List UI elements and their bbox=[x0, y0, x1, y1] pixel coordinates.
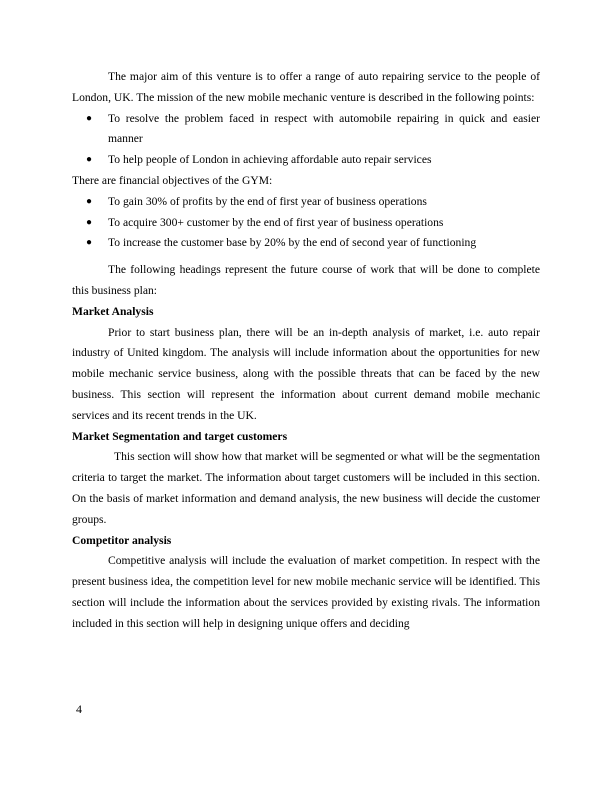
page-number: 4 bbox=[76, 702, 82, 716]
headings-intro: The following headings represent the future course of work that will be done to complete this business plan: bbox=[72, 263, 540, 297]
section-heading-market-analysis: Market Analysis bbox=[72, 304, 154, 318]
list-item: ● To acquire 300+ customer by the end of first year of business operations bbox=[72, 213, 540, 234]
section-heading-competitor-analysis: Competitor analysis bbox=[72, 533, 172, 547]
document-page bbox=[72, 67, 540, 635]
bullet-icon: ● bbox=[86, 112, 93, 124]
bullet-icon: ● bbox=[86, 195, 93, 207]
list-item: ● To resolve the problem faced in respect with automobile repairing in quick and easier manner bbox=[72, 109, 540, 151]
list-item: ● To increase the customer base by 20% by the end of second year of functioning bbox=[72, 233, 540, 254]
list-item: ● To gain 30% of profits by the end of first year of business operations bbox=[72, 192, 540, 213]
section-heading-market-segmentation: Market Segmentation and target customers bbox=[72, 429, 288, 443]
bullet-icon: ● bbox=[86, 237, 93, 249]
section-body-market-analysis: Prior to start business plan, there will be an in-depth analysis of market, i.e. auto repair industry of United kingdom. The analysis will include information about the opportunities for new mobile mechanic service business, along with the possible threats that can be faced by the new business. This section will represent the information about current demand mobile mechanic services and its recent trends in the UK. bbox=[72, 325, 540, 422]
section-body-market-segmentation: This section will show how that market will be segmented or what will be the segmentation criteria to target the market. The information about target customers will be included in this section. On the basis of market information and demand analysis, the new business will decide the customer groups. bbox=[72, 450, 540, 526]
list-item: ● To help people of London in achieving affordable auto repair services bbox=[72, 150, 540, 171]
objectives-list bbox=[72, 192, 540, 254]
mission-list bbox=[72, 109, 540, 171]
objectives-intro: There are financial objectives of the GYM: bbox=[72, 173, 273, 187]
bullet-icon: ● bbox=[86, 154, 93, 166]
section-body-competitor-analysis: Competitive analysis will include the evaluation of market competition. In respect with the present business idea, the competition level for new mobile mechanic service will be identified. This section will include the information about the services provided by existing rivals. The information included in this section will help in designing unique offers and deciding bbox=[72, 554, 540, 630]
bullet-icon: ● bbox=[86, 216, 93, 228]
intro-paragraph: The major aim of this venture is to offer a range of auto repairing service to the people of London, UK. The mission of the new mobile mechanic venture is described in the following points: bbox=[72, 70, 540, 104]
